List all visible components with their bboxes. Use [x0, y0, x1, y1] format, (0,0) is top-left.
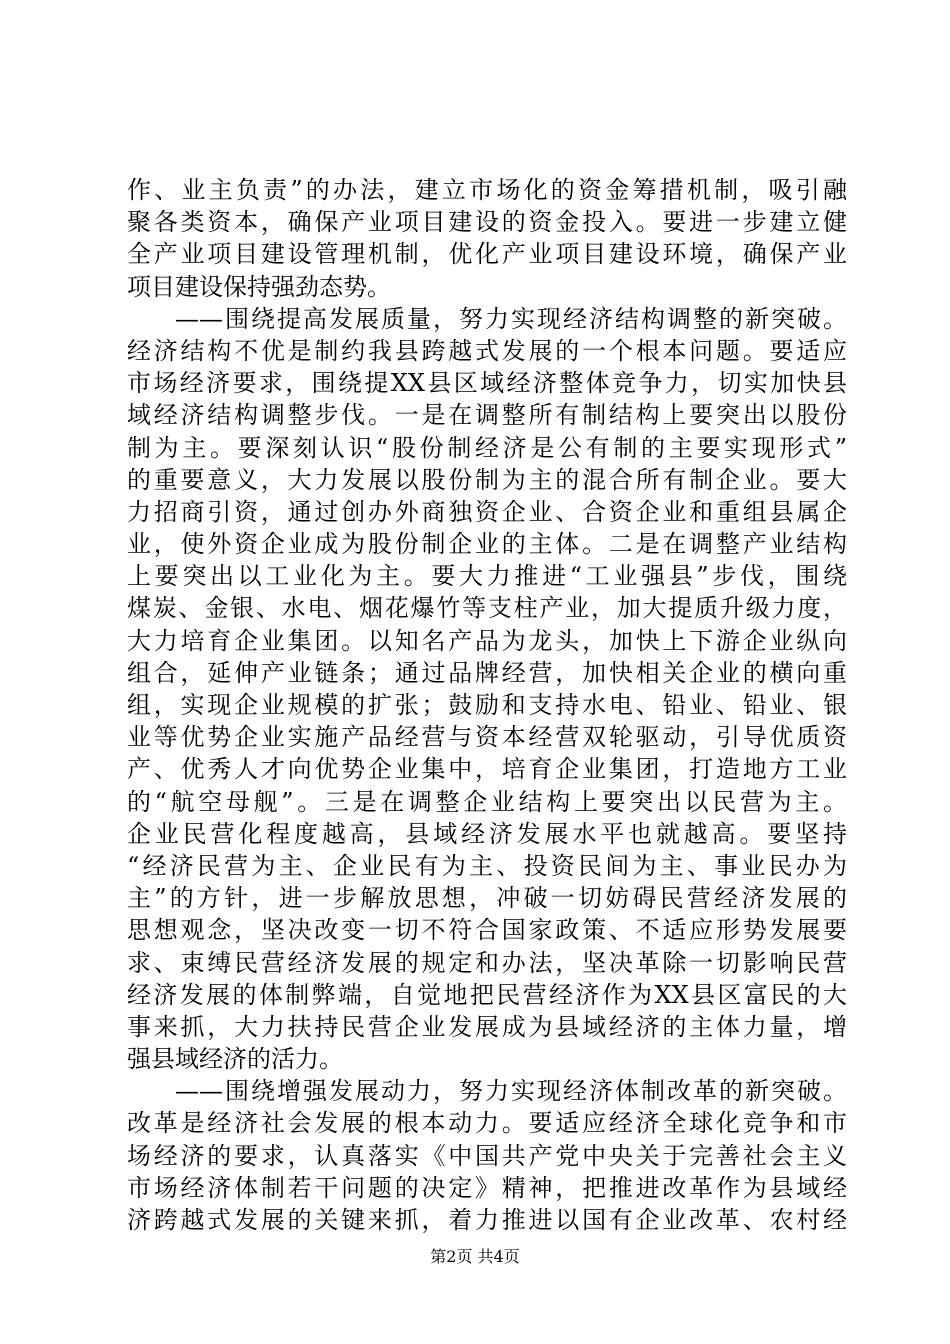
text-line: 的重要意义，大力发展以股份制为主的混合所有制企业。要大: [127, 465, 847, 494]
text-line: 业等优势企业实施产品经营与资本经营双轮驱动，引导优质资: [127, 723, 847, 752]
text-line: 力招商引资，通过创办外商独资企业、合资企业和重组县属企: [127, 497, 847, 526]
text-line: 市场经济要求，围绕提XX县区域经济整体竞争力，切实加快县: [127, 369, 847, 398]
body-text: [127, 174, 847, 1236]
text-line: ——围绕增强发展动力，努力实现经济体制改革的新突破。: [175, 1077, 847, 1106]
text-line: 大力培育企业集团。以知名产品为龙头，加快上下游企业纵向: [127, 626, 847, 655]
text-line: 思想观念，坚决改变一切不符合国家政策、不适应形势发展要: [127, 916, 847, 945]
text-line: 经济结构不优是制约我县跨越式发展的一个根本问题。要适应: [127, 336, 847, 365]
text-line: 全产业项目建设管理机制，优化产业项目建设环境，确保产业: [127, 240, 847, 269]
text-line: 上要突出以工业化为主。要大力推进“工业强县”步伐，围绕: [127, 562, 847, 591]
text-line: 煤炭、金银、水电、烟花爆竹等支柱产业，加大提质升级力度，: [127, 594, 847, 623]
text-line: 组合，延伸产业链条；通过品牌经营，加快相关企业的横向重: [127, 658, 847, 687]
text-line: 企业民营化程度越高，县域经济发展水平也就越高。要坚持: [127, 819, 847, 848]
text-line: 作、业主负责”的办法，建立市场化的资金筹措机制，吸引融: [127, 176, 847, 204]
text-line: 强县域经济的活力。: [127, 1045, 343, 1074]
text-line: ——围绕提高发展质量，努力实现经济结构调整的新突破。: [175, 304, 847, 333]
text-line: 市场经济体制若干问题的决定》精神，把推进改革作为县域经: [127, 1173, 847, 1202]
text-line: 业，使外资企业成为股份制企业的主体。二是在调整产业结构: [127, 530, 847, 559]
text-line: 制为主。要深刻认识“股份制经济是公有制的主要实现形式”: [127, 433, 847, 462]
text-line: 改革是经济社会发展的根本动力。要适应经济全球化竞争和市: [127, 1109, 847, 1138]
text-line: “经济民营为主、企业民有为主、投资民间为主、事业民办为: [127, 851, 847, 880]
text-line: 项目建设保持强劲态势。: [127, 272, 391, 301]
text-line: 场经济的要求，认真落实《中国共产党中央关于完善社会主义: [127, 1141, 847, 1170]
text-line: 主”的方针，进一步解放思想，冲破一切妨碍民营经济发展的: [127, 884, 847, 913]
text-line: 事来抓，大力扶持民营企业发展成为县域经济的主体力量，增: [127, 1012, 847, 1041]
text-line: 求、束缚民营经济发展的规定和办法，坚决革除一切影响民营: [127, 948, 847, 977]
text-line: 聚各类资本，确保产业项目建设的资金投入。要进一步建立健: [127, 208, 847, 237]
page-footer: 第2页 共4页: [430, 1247, 520, 1266]
text-line: 域经济结构调整步伐。一是在调整所有制结构上要突出以股份: [127, 401, 847, 430]
text-line: 产、优秀人才向优势企业集中，培育企业集团，打造地方工业: [127, 755, 847, 784]
text-line: 组，实现企业规模的扩张；鼓励和支持水电、铅业、铅业、银: [127, 691, 847, 719]
text-line: 的“航空母舰”。三是在调整企业结构上要突出以民营为主。: [127, 787, 847, 816]
text-line: 济跨越式发展的关键来抓，着力推进以国有企业改革、农村经: [127, 1206, 847, 1234]
text-line: 经济发展的体制弊端，自觉地把民营经济作为XX县区富民的大: [127, 980, 847, 1009]
